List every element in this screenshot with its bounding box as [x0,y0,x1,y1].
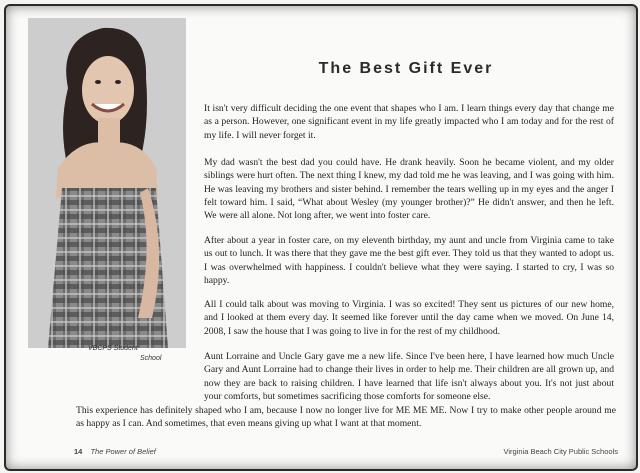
paragraph-4: All I could talk about was moving to Virginia. I was so excited! They sent us pictures of our new home, and I looked at them every day. It seemed like forever until the day came when we moved. On June 14, 2008, I saw the house that I was going to live in for the rest of my childhood. [204,299,614,337]
paragraph-1: It isn't very difficult deciding the one event that shapes who I am. I learn things every day that change me as a person. However, one significant event in my life greatly impacted who I am today and for the rest of my life. I will never forget it. [204,103,614,141]
footer-left [74,447,156,456]
caption-role: VBCPS Student [88,345,138,352]
book-title: The Power of Belief [90,447,156,456]
paragraph-3: After about a year in foster care, on my eleventh birthday, my aunt and uncle from Virginia came to take us out to lunch. It was there that they gave me the best gift ever. They told us that they wanted to adopt us. I was overwhelmed with happiness. I couldn't believe what they were saying. I started to cry, I was so happy. [204,235,614,286]
student-portrait-icon [28,18,186,348]
caption-school: School [140,355,162,362]
paragraph-6: This experience has definitely shaped who I am, because I now no longer live for ME ME ME. Now I try to make other people around me as happy as I can. And sometimes, that even means giving up what I want at that moment. [76,405,616,430]
paragraph-2: My dad wasn't the best dad you could have. He drank heavily. Soon he became violent, and my older siblings were hurt often. The next thing I knew, my dad told me he was leaving, and I was going with him. He was leaving my brothers and sister behind. I remember the tears welling up in my eyes and the anger I felt toward him. I said, “What about Wesley (my younger brother)?” He didn't answer, and then he left. We were all alone. Not long after, we went into foster care. [204,157,614,222]
publisher-name: Virginia Beach City Public Schools [503,447,618,456]
photo-caption [88,344,198,364]
page-number: 14 [74,447,83,456]
page-footer [74,447,618,459]
paragraph-5: Aunt Lorraine and Uncle Gary gave me a new life. Since I've been here, I have learned how much Uncle Gary and Aunt Lorraine had to change their lives in order to help me. Their children are all grown up, and now they are back to raising children. I have learned that life isn't always about you. It's not just about your comforts, but sometimes sacrificing those comforts for someone else. [204,351,614,402]
page-frame [4,4,638,471]
page-title: The Best Gift Ever [318,60,494,77]
